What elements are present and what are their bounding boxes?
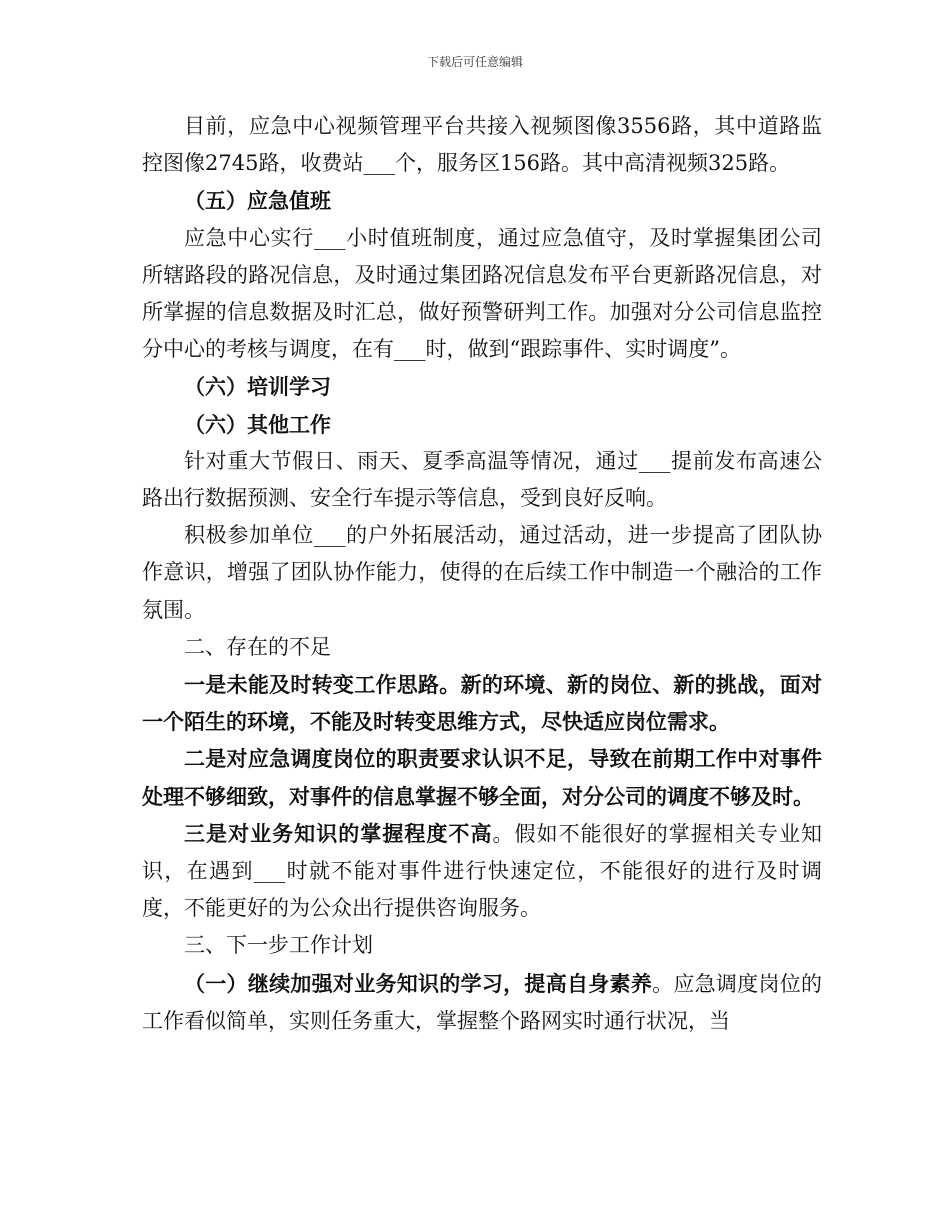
shortcoming-3-body: 。假如不能很好的掌握相关专业知识，在遇到___时就不能对事件进行快速定位，不能很好的进行及时调度，不能更好的为公众出行提供咨询服务。 [142, 821, 822, 921]
paragraph-video-platform: 目前，应急中心视频管理平台共接入视频图像3556路，其中道路监控图像2745路，收费站___个，服务区156路。其中高清视频325路。 [142, 114, 822, 176]
paragraph-shortcoming-1: 一是未能及时转变工作思路。新的环境、新的岗位、新的挑战，面对一个陌生的环境，不能及时转变思维方式，尽快适应岗位需求。 [142, 672, 822, 735]
heading-next-plan: 三、下一步工作计划 [184, 933, 373, 958]
plan-1-lead: （一）继续加强对业务知识的学习，提高自身素养 [184, 970, 653, 996]
heading-other-work: （六）其他工作 [184, 411, 331, 437]
page-header: 下载后可任意编辑 [426, 55, 523, 69]
paragraph-holiday-info: 针对重大节假日、雨天、夏季高温等情况，通过___提前发布高速公路出行数据预测、安全行车提示等信息，受到良好反响。 [142, 448, 822, 511]
heading-shortcomings: 二、存在的不足 [184, 634, 331, 659]
paragraph-shortcoming-3 [142, 815, 822, 928]
paragraph-duty-system: 应急中心实行___小时值班制度，通过应急值守，及时掌握集团公司所辖路段的路况信息，及时通过集团路况信息发布平台更新路况信息，对所掌握的信息数据及时汇总，做好预警研判工作。加强对分公司信息监控分中心的考核与调度，在有___时，做到“跟踪事件、实时调度”。 [142, 225, 822, 362]
paragraph-plan-1 [142, 965, 822, 1040]
paragraph-shortcoming-2: 二是对应急调度岗位的职责要求认识不足，导致在前期工作中对事件处理不够细致，对事件的信息掌握不够全面，对分公司的调度不够及时。 [142, 746, 822, 809]
heading-emergency-duty: （五）应急值班 [184, 188, 331, 214]
document-body [142, 108, 822, 1040]
shortcoming-3-lead: 三是对业务知识的掌握程度不高 [184, 820, 493, 846]
plan-1-body: 。应急调度岗位的工作看似简单，实则任务重大，掌握整个路网实时通行状况，当 [142, 971, 823, 1033]
paragraph-outdoor-activity: 积极参加单位___的户外拓展活动，通过活动，进一步提高了团队协作意识，增强了团队协作能力，使得的在后续工作中制造一个融洽的工作氛围。 [142, 523, 822, 622]
heading-training: （六）培训学习 [184, 374, 331, 400]
